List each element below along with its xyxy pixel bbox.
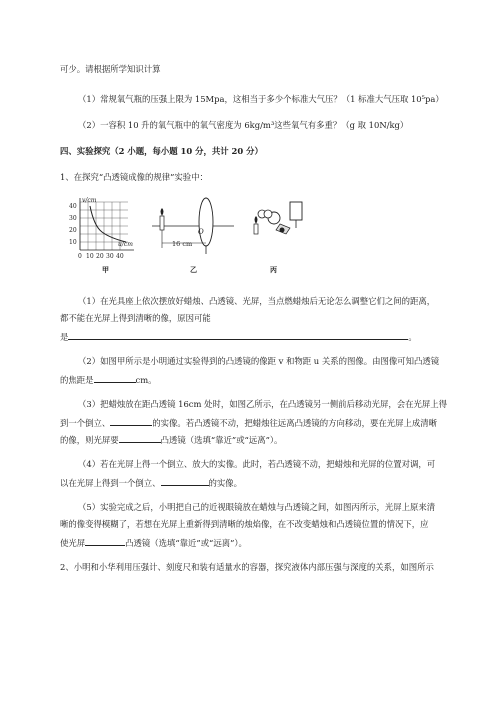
question-title: 1、在探究“凸透镜成像的规律”实验中： bbox=[60, 172, 208, 182]
suffix: 。 bbox=[408, 332, 417, 342]
x-tick: 20 bbox=[96, 253, 104, 260]
suffix: cm。 bbox=[135, 375, 157, 385]
figure-yi bbox=[150, 196, 236, 278]
distance-label: 16 cm bbox=[172, 240, 193, 248]
prefix: 以在光屏上得到一个倒立、 bbox=[60, 478, 161, 488]
prefix: 使光屏 bbox=[60, 538, 86, 548]
optical-bench bbox=[150, 196, 236, 278]
figure-caption: 丙 bbox=[270, 265, 277, 274]
y-tick: 30 bbox=[69, 215, 77, 222]
sub-question-1: （1）在光具座上依次摆放好蜡烛、凸透镜、光屏，当点燃蜡烛后无论怎么调整它们之间的距离， bbox=[78, 296, 436, 306]
prefix: 的像，则光屏要 bbox=[60, 435, 119, 445]
flame bbox=[161, 208, 164, 216]
sub-question-4: （4）若在光屏上得一个倒立、放大的实像。此时，若凸透镜不动，把蜡烛和光屏的位置对调，可 bbox=[78, 459, 436, 469]
y-tick: 40 bbox=[69, 203, 77, 210]
prefix: 的焦距是 bbox=[60, 375, 94, 385]
sub-question-2-answer-line bbox=[60, 373, 470, 386]
sub-question-5-line-2: 晰的像变得模糊了，若想在光屏上重新得到清晰的烛焰像，在不改变蜡烛和凸透镜位置的情况下，应 bbox=[60, 519, 429, 529]
figure-caption: 甲 bbox=[102, 265, 109, 274]
flame bbox=[255, 216, 258, 224]
light-screen bbox=[290, 202, 302, 220]
candle bbox=[254, 224, 258, 234]
y-axis-label: v/cm bbox=[82, 197, 97, 204]
figure-jia bbox=[68, 196, 140, 278]
text-line: 可少。请根据所学知识计算 bbox=[60, 64, 161, 74]
prefix: 到一个倒立、 bbox=[60, 418, 111, 428]
prefix: 是 bbox=[60, 332, 69, 342]
section-heading: 四、实验探究（2 小题，每小题 10 分，共计 20 分） bbox=[60, 146, 263, 156]
v-u-graph bbox=[68, 196, 140, 278]
x-tick: 40 bbox=[116, 253, 124, 260]
sub-question-5-line-3 bbox=[60, 536, 470, 549]
answer-blank[interactable] bbox=[119, 433, 161, 443]
sub-question-1-cont: 都不能在光屏上得到清晰的像，原因可能 bbox=[60, 313, 211, 323]
sub-question-5: （5）实验完成之后，小明把自己的近视眼镜放在蜡烛与凸透镜之间，如图丙所示，光屏上原来清 bbox=[78, 502, 436, 512]
answer-blank[interactable] bbox=[161, 476, 209, 486]
x-tick: 30 bbox=[106, 253, 114, 260]
lens-center-label: O bbox=[198, 228, 204, 236]
sub-question-2: （2）如图甲所示是小明通过实验得到的凸透镜的像距 v 和物距 u 关系的图像。由图像可知凸透镜 bbox=[78, 356, 440, 366]
convex-lens bbox=[199, 198, 213, 246]
answer-blank[interactable] bbox=[94, 373, 136, 383]
suffix: 的实像。若凸透镜不动，把蜡烛往远离凸透镜的方向移动，要在光屏上成清晰 bbox=[152, 418, 437, 428]
y-tick: 20 bbox=[69, 227, 77, 234]
question-title: 2、小明和小华利用压强计、刻度尺和装有适量水的容器，探究液体内部压强与深度的关系，如图所示 bbox=[60, 562, 434, 572]
suffix: 的实像。 bbox=[208, 478, 242, 488]
answer-blank[interactable] bbox=[68, 330, 408, 340]
sub-question-3-line-2 bbox=[60, 416, 470, 429]
question-1-2: （2）一容积 10 升的氧气瓶中的氧气密度为 6kg/m³这些氧气有多重？（g 取 10N/kg） bbox=[78, 120, 409, 130]
question-1-1: （1）常规氧气瓶的压强上限为 15Mpa，这相当于多少个标准大气压？（1 标准大气压取 10⁵pa） bbox=[78, 94, 444, 104]
sub-question-4-line-2 bbox=[60, 476, 470, 489]
suffix: 凸透镜（选填“靠近”或“远离”）。 bbox=[125, 538, 247, 548]
x-tick: 0 bbox=[78, 253, 82, 260]
figure-caption: 乙 bbox=[190, 265, 197, 274]
suffix: 凸透镜（选填“靠近”或“远离”）。 bbox=[160, 435, 283, 445]
figure-bing bbox=[246, 196, 310, 278]
myopia-glasses-setup bbox=[246, 196, 310, 278]
answer-blank[interactable] bbox=[110, 416, 152, 426]
sub-question-3-line-3 bbox=[60, 433, 470, 446]
x-tick: 10 bbox=[86, 253, 94, 260]
answer-blank[interactable] bbox=[85, 536, 125, 546]
sub-question-3: （3）把蜡烛放在距凸透镜 16cm 处时，如图乙所示，在凸透镜另一侧前后移动光屏，会在光屏上得 bbox=[78, 399, 447, 409]
sub-question-1-answer-line bbox=[60, 330, 470, 343]
y-tick: 10 bbox=[69, 239, 77, 246]
x-axis-label: u/cm bbox=[118, 241, 133, 248]
candle bbox=[160, 216, 164, 230]
